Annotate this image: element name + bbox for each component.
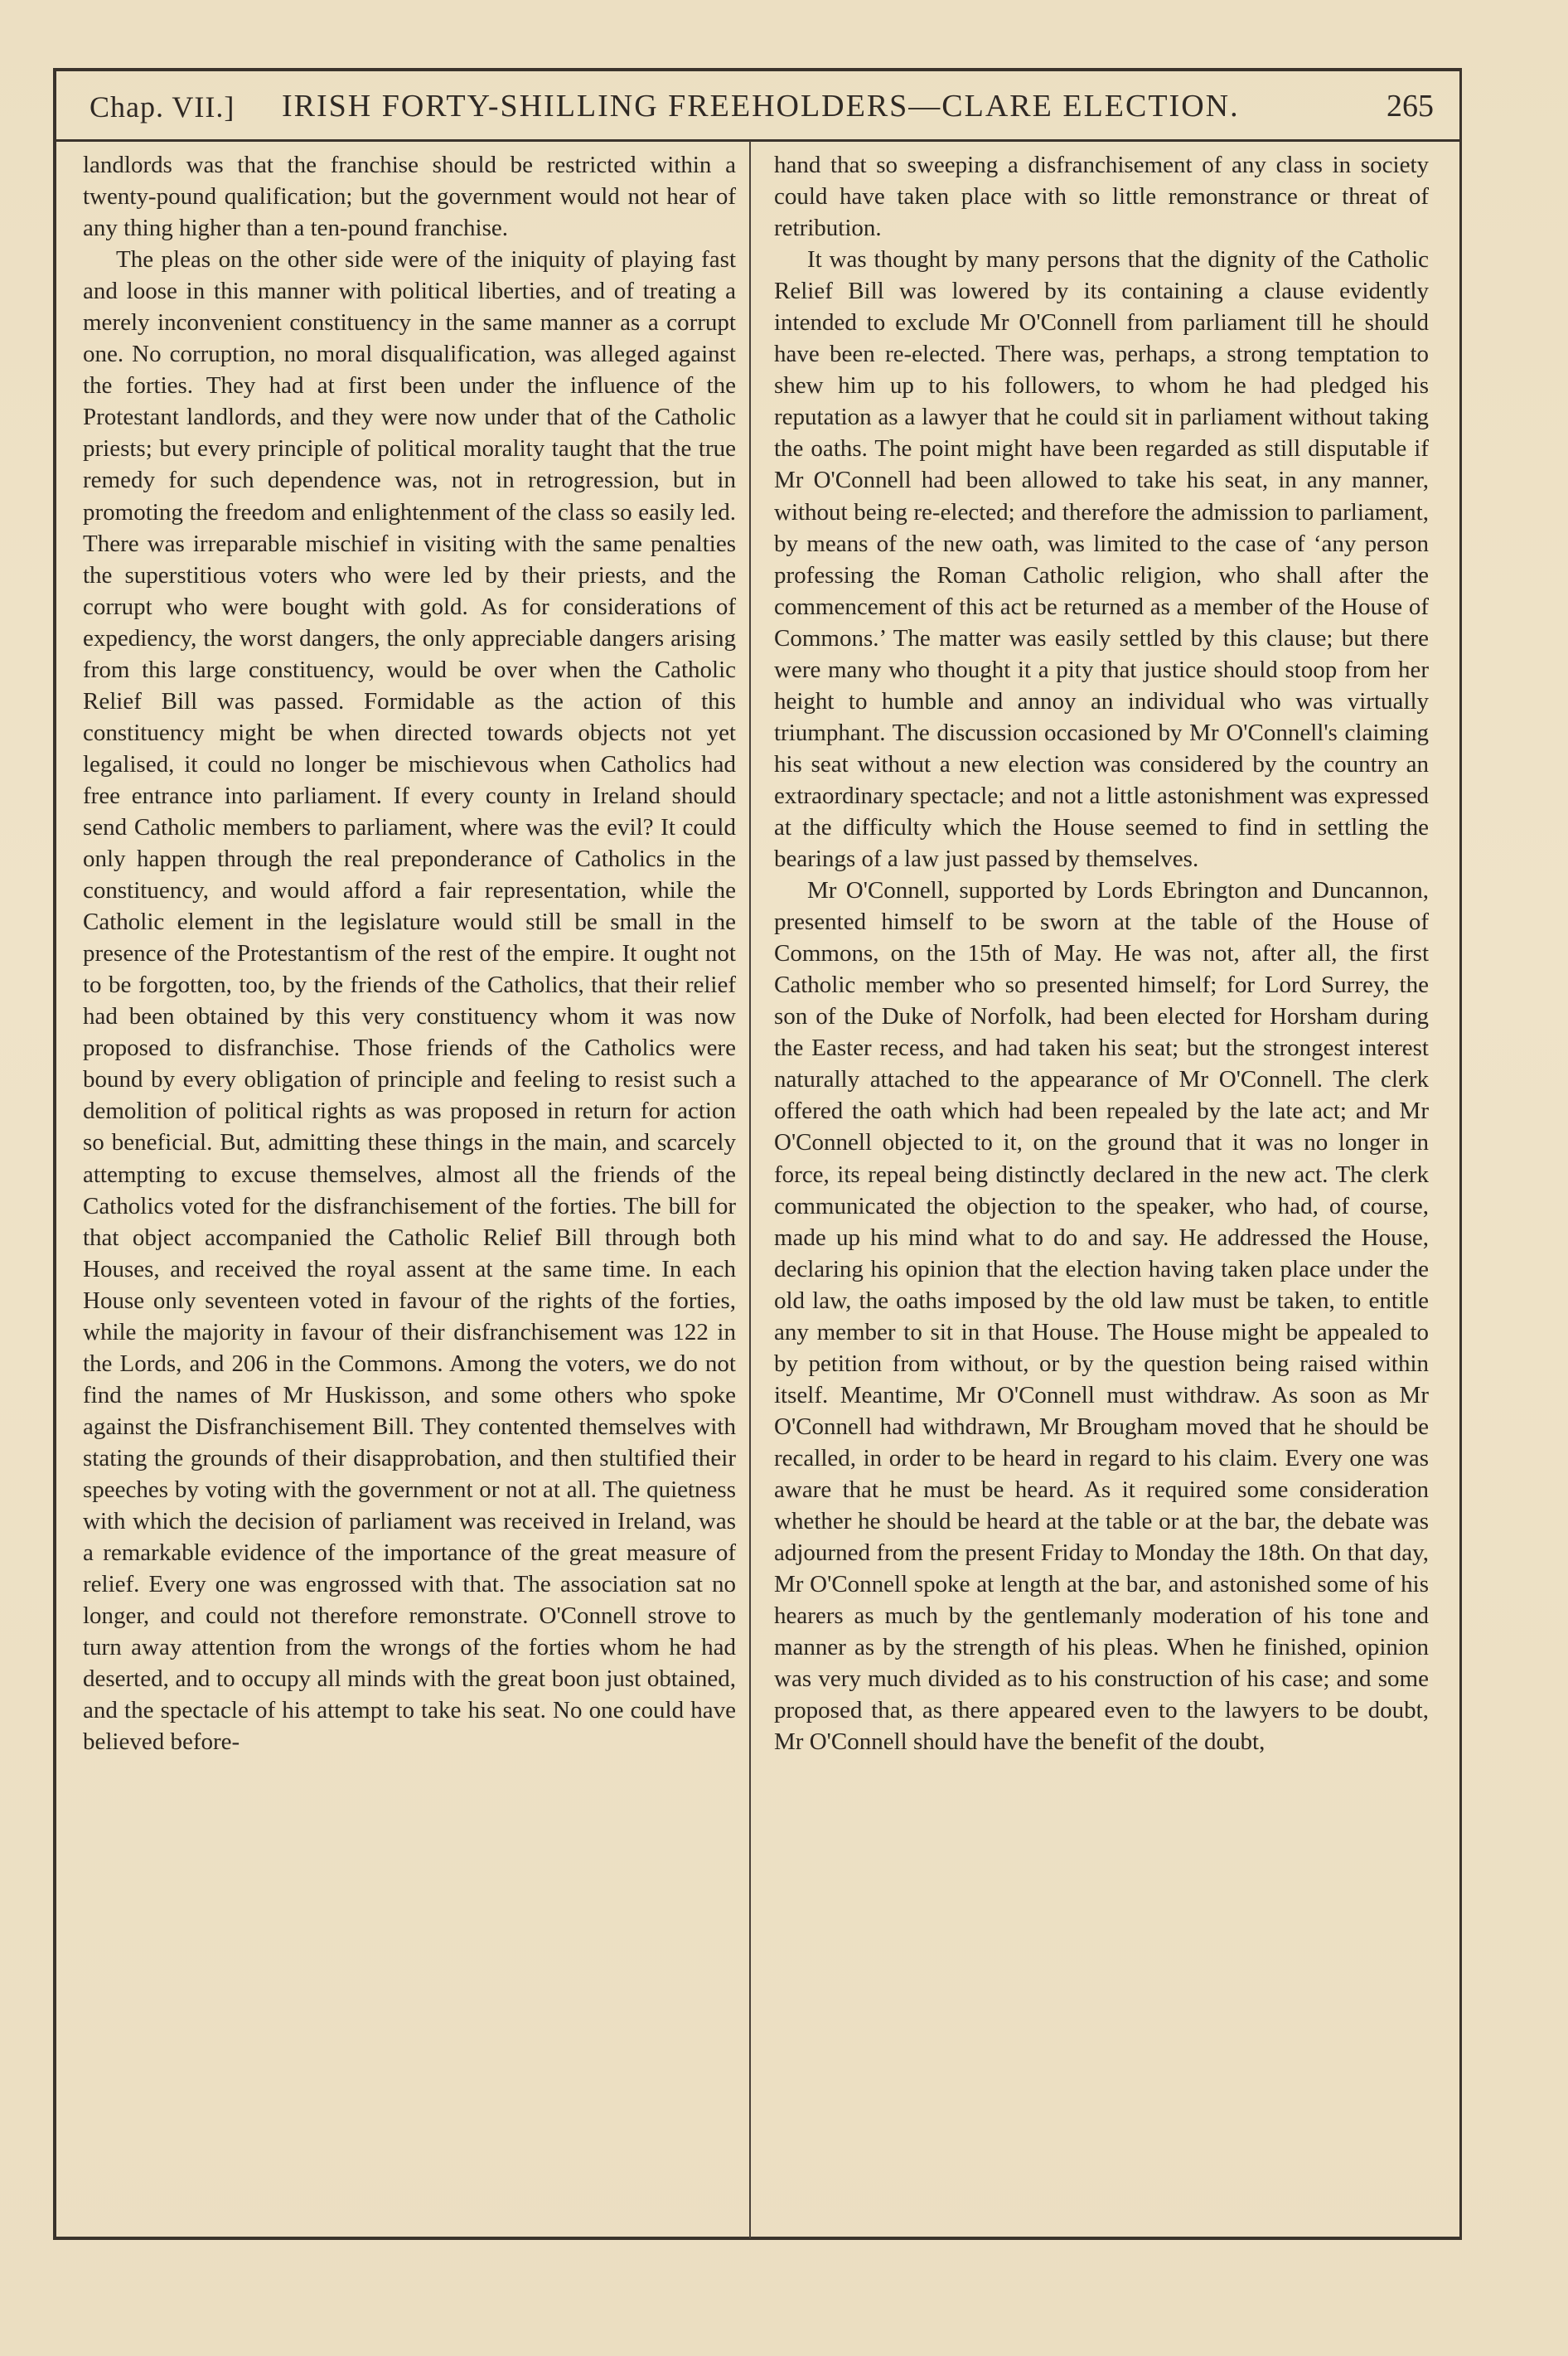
paragraph: The pleas on the other side were of the iniquity of playing fast and loose in this manner with political liberties, and of treating a merely inconvenient constituency in the same manner as a corrupt one. No corruption, no moral disqualification, was alleged against the forties. They had at first been under the influence of the Protestant landlords, and they were now under that of the Catholic priests; but every principle of political morality taught that the true remedy for such dependence was, not in retrogression, but in promoting the freedom and enlightenment of the class so easily led. There was irreparable mischief in visiting with the same penalties the superstitious voters who were led by their priests, and the corrupt who were bought with gold. As for considerations of expediency, the worst dangers, the only appreciable dangers arising from this large constituency, would be over when the Catholic Relief Bill was passed. Formidable as the action of this constituency might be when directed towards objects not yet legalised, it could no longer be mischievous when Catholics had free entrance into parliament. If every county in Ireland should send Catholic members to parliament, where was the evil? It could only happen through the real preponderance of Catholics in the constituency, and would afford a fair representation, while the Catholic element in the legislature would still be small in the presence of the Protestantism of the rest of the empire. It ought not to be forgotten, too, by the friends of the Catholics, that their relief had been obtained by this very constituency whom it was now proposed to disfranchise. Those friends of the Catholics were bound by every obligation of principle and feeling to resist such a demolition of political rights as was proposed in return for action so beneficial. But, admitting these things in the main, and scarcely attempting to excuse themselves, almost all the friends of the Catholics voted for the disfranchisement of the forties. The bill for that object accompanied the Catholic Relief Bill through both Houses, and received the royal assent at the same time. In each House only seventeen voted in favour of the rights of the forties, while the majority in favour of their disfranchisement was 122 in the Lords, and 206 in the Commons. Among the voters, we do not find the names of Mr Huskisson, and some others who spoke against the Disfranchisement Bill. They contented themselves with stating the grounds of their disapprobation, and then stultified their speeches by voting with the government or not at all. The quietness with which the decision of parliament was received in Ireland, was a remarkable evidence of the importance of the great measure of relief. Every one was engrossed with that. The association sat no longer, and could not therefore remonstrate. O'Connell strove to turn away attention from the wrongs of the forties whom he had deserted, and to occupy all minds with the great boon just obtained, and the spectacle of his attempt to take his seat. No one could have believed before- [83, 246, 736, 1756]
paragraph: Mr O'Connell, supported by Lords Ebrington and Duncannon, presented himself to be sworn at the table of the House of Commons, on the 15th of May. He was not, after all, the first Catholic member who so presented himself; for Lord Surrey, the son of the Duke of Norfolk, had been elected for Horsham during the Easter recess, and had taken his seat; but the strongest interest naturally attached to the appearance of Mr O'Connell. The clerk offered the oath which had been repealed by the late act; and Mr O'Connell objected to it, on the ground that it was no longer in force, its repeal being distinctly declared in the new act. The clerk communicated the objection to the speaker, who had, of course, made up his mind what to do and say. He addressed the House, declaring his opinion that the election having taken place under the old law, the oaths imposed by the old law must be taken, to entitle any member to sit in that House. The House might be appealed to by petition from without, or by the question being raised within itself. Meantime, Mr O'Connell must withdraw. As soon as Mr O'Connell had withdrawn, Mr Brougham moved that he should be recalled, in order to be heard in regard to his claim. Every one was aware that he must be heard. As it required some consideration whether he should be heard at the table or at the bar, the debate was adjourned from the present Friday to Monday the 18th. On that day, Mr O'Connell spoke at length at the bar, and astonished some of his hearers as much by the gentlemanly moderation of his tone and manner as by the strength of his pleas. When he finished, opinion was very much divided as to his construction of his case; and some proposed that, as there appeared even to the lawyers to be doubt, Mr O'Connell should have the benefit of the doubt, [774, 877, 1429, 1756]
right-column [774, 149, 1429, 1757]
chapter-label: Chap. VII.] [90, 90, 235, 124]
left-column [83, 149, 736, 1757]
running-header [90, 85, 1434, 138]
page-number: 265 [1387, 89, 1434, 124]
paragraph: hand that so sweeping a disfranchisement of any class in society could have taken place with so little remonstrance or threat of retribution. [774, 152, 1429, 242]
header-rule [53, 139, 1462, 142]
paragraph: landlords was that the franchise should be restricted within a twenty-pound qualification; but the government would not hear of any thing higher than a ten-pound franchise. [83, 152, 736, 242]
paragraph: It was thought by many persons that the dignity of the Catholic Relief Bill was lowered by its containing a clause evidently intended to exclude Mr O'Connell from parliament till he should have been re-elected. There was, perhaps, a strong temptation to shew him up to his followers, to whom he had pledged his reputation as a lawyer that he could sit in parliament without taking the oaths. The point might have been regarded as still disputable if Mr O'Connell had been allowed to take his seat, in any manner, without being re-elected; and therefore the admission to parliament, by means of the new oath, was limited to the case of ‘any person professing the Roman Catholic religion, who shall after the commencement of this act be returned as a member of the House of Commons.’ The matter was easily settled by this clause; but there were many who thought it a pity that justice should stoop from her height to humble and annoy an individual who was virtually triumphant. The discussion occasioned by Mr O'Connell's claiming his seat without a new election was considered by the country an extraordinary spectacle; and not a little astonishment was expressed at the difficulty which the House seemed to find in settling the bearings of a law just passed by themselves. [774, 246, 1429, 873]
running-title: IRISH FORTY-SHILLING FREEHOLDERS—CLARE ELECTION. [282, 89, 1240, 124]
column-divider [749, 141, 751, 2238]
